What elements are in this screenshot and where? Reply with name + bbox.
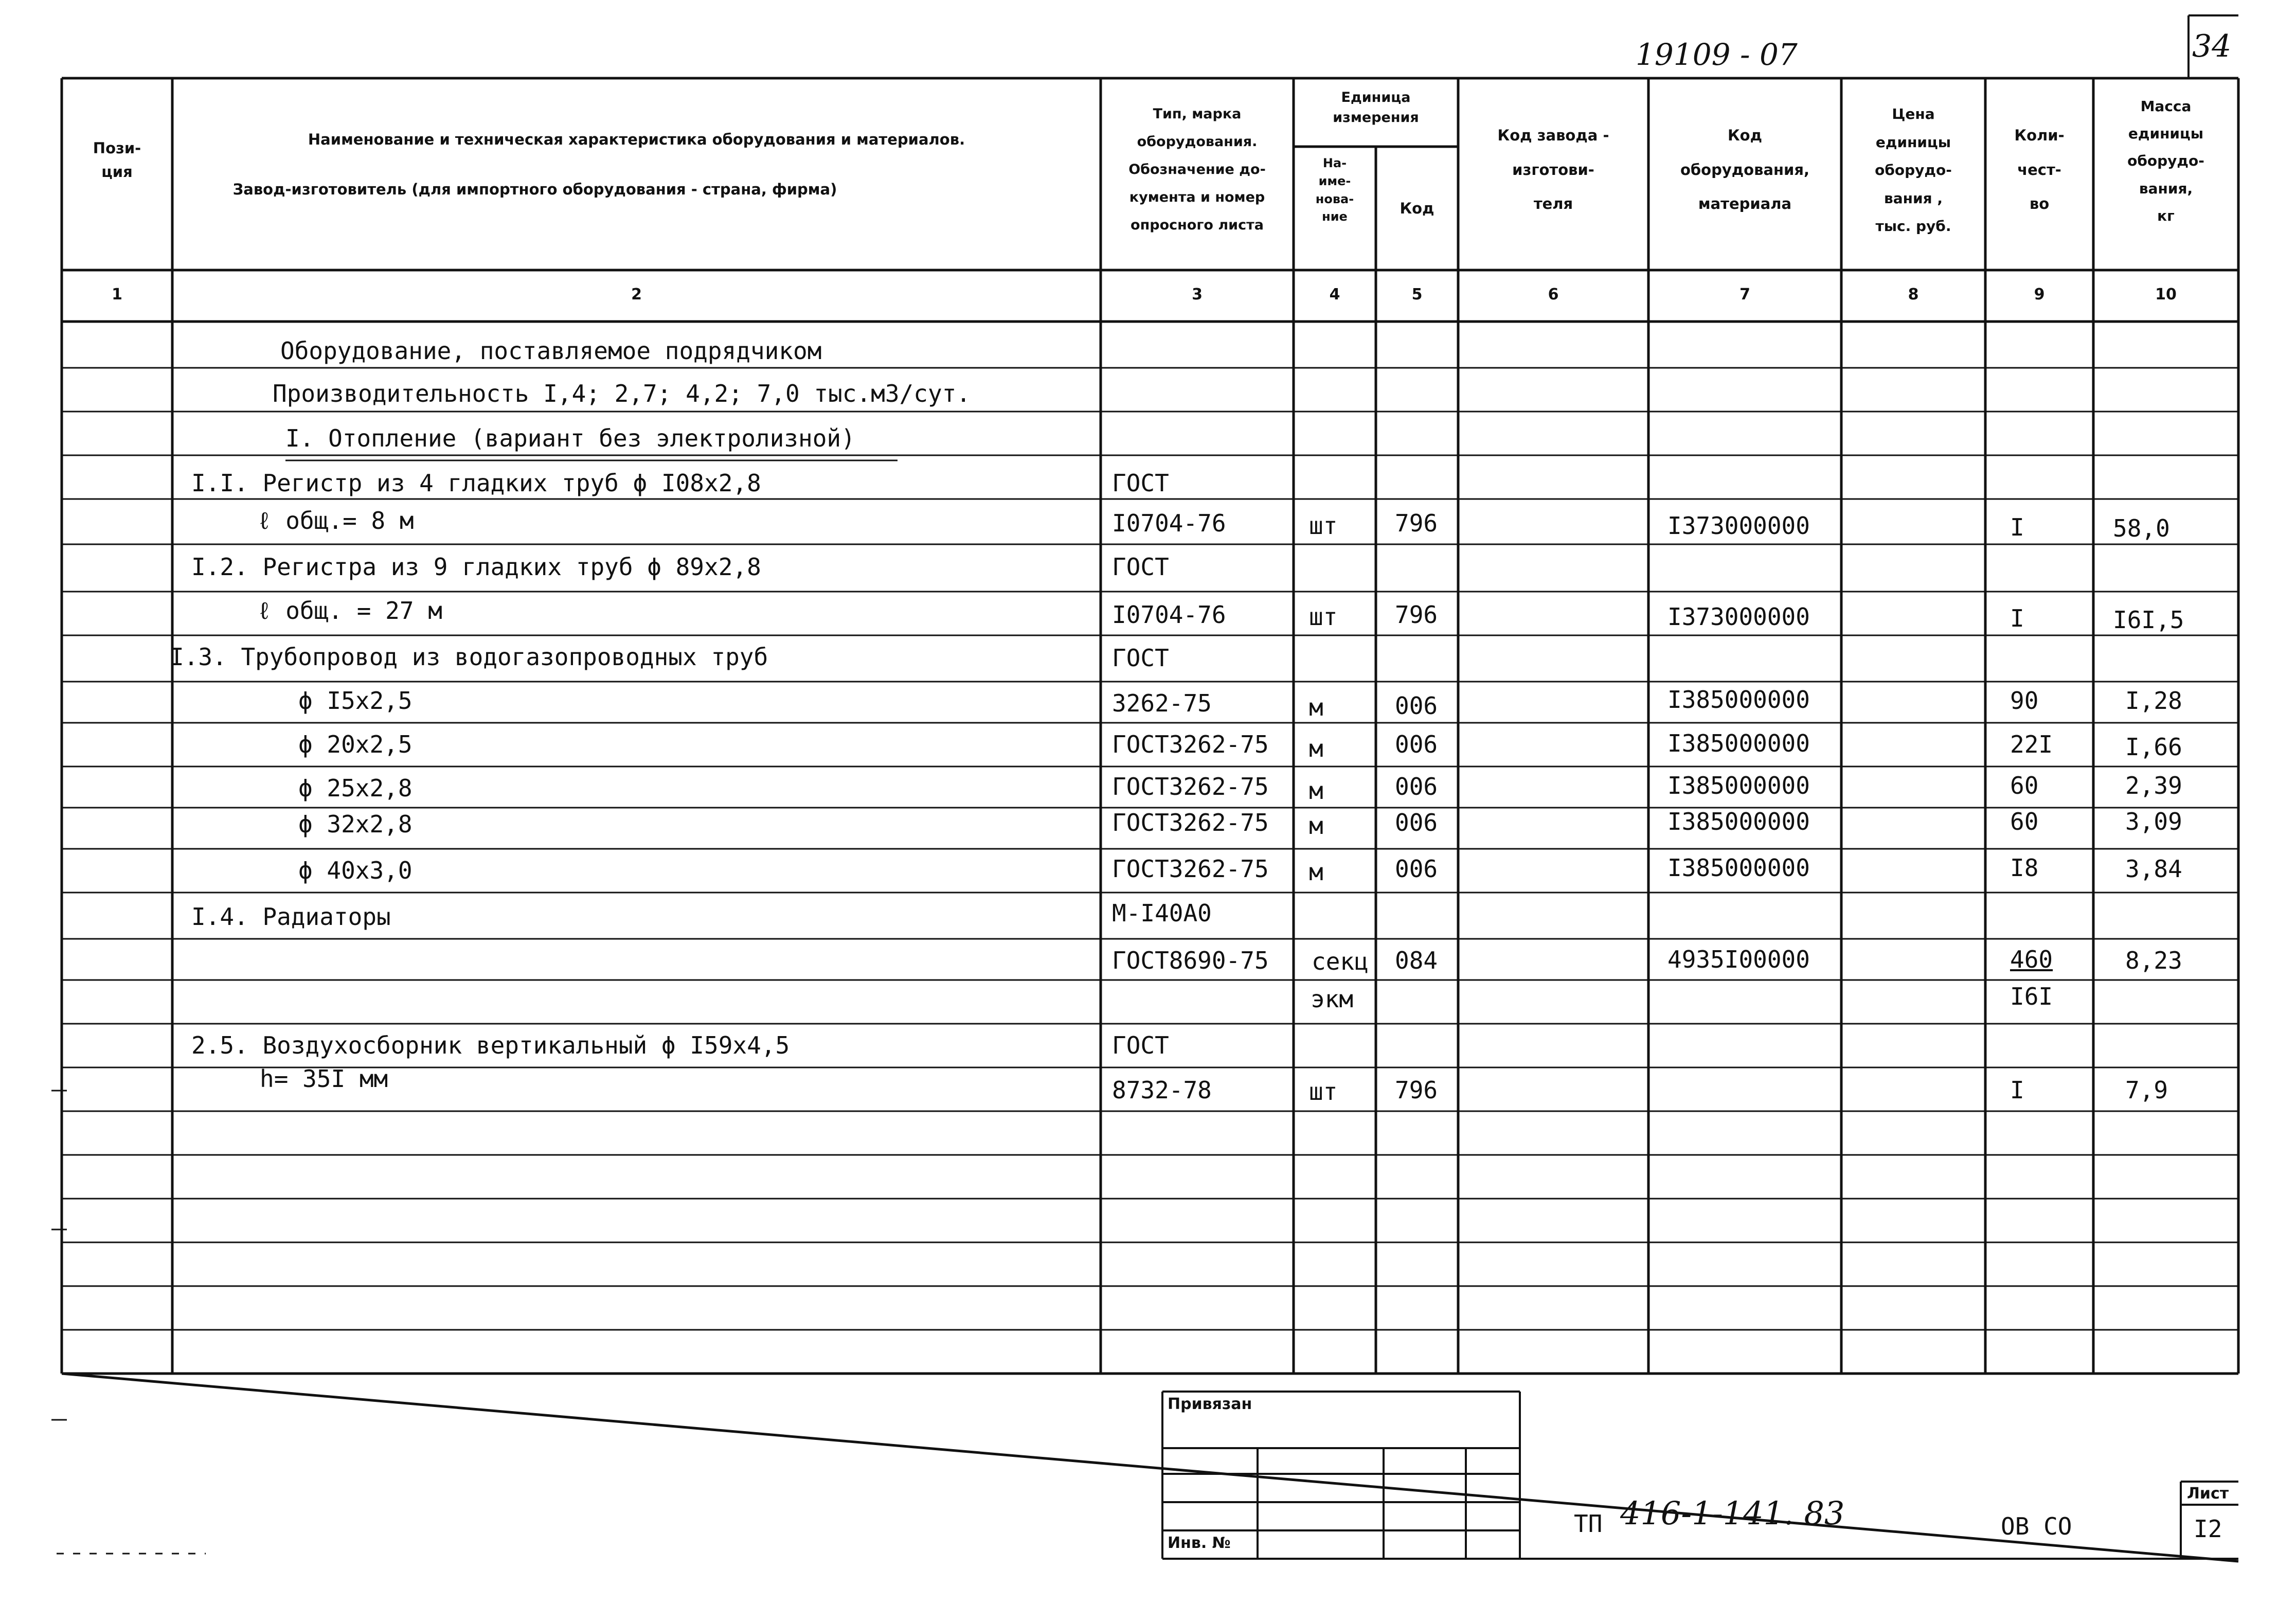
table-row-unit: секц	[1312, 948, 1369, 975]
column-number: 5	[1411, 286, 1423, 304]
table-row-equipment-code: I373000000	[1667, 512, 1810, 540]
table-row-quantity: 90	[2010, 687, 2039, 715]
table-row-unit-code: 796	[1395, 1076, 1438, 1104]
table-row-unit-code: 006	[1395, 809, 1438, 836]
table-row-unit: экм	[1311, 985, 1354, 1013]
table-row-quantity: I	[2010, 513, 2024, 541]
corner-page-number: 34	[2192, 28, 2232, 64]
table-row-quantity: 60	[2010, 772, 2039, 799]
table-row-unit-code: 796	[1395, 509, 1438, 537]
table-row-name: h= 35I мм	[260, 1065, 388, 1093]
table-row-doc: ГОСТ8690-75	[1112, 947, 1269, 974]
header-unit-mass: Масса единицы оборудо- вания, кг	[2127, 98, 2204, 224]
table-row-name: ϕ 20x2,5	[298, 730, 412, 758]
table-row-doc: ГОСТ	[1112, 1031, 1169, 1059]
sheet-number: I2	[2194, 1515, 2222, 1543]
bound-label: Привязан	[1168, 1395, 1252, 1413]
table-row-quantity: I8	[2010, 854, 2039, 882]
table-row-mass: 7,9	[2125, 1076, 2168, 1104]
table-row-name: ϕ 32x2,8	[298, 810, 412, 838]
header-note: 19109 - 07	[1636, 37, 1798, 72]
table-row-name: ϕ 25x2,8	[298, 774, 412, 802]
header-quantity: Коли- чест- во	[2014, 127, 2065, 213]
inventory-number-label: Инв. №	[1168, 1534, 1231, 1552]
sheet-label: Лист	[2187, 1485, 2229, 1503]
table-row-doc: ГОСТ	[1112, 469, 1169, 497]
table-row-name: I.I. Регистр из 4 гладких труб ϕ I08x2,8	[191, 469, 761, 497]
table-row-unit: м	[1309, 735, 1323, 762]
table-row-name: I.4. Радиаторы	[191, 903, 391, 931]
header-unit-name: На- име- нова- ние	[1315, 156, 1354, 224]
header-factory-code: Код завода - изготови- теля	[1497, 127, 1609, 213]
table-row-mass: 8,23	[2125, 947, 2182, 974]
column-number: 10	[2155, 286, 2177, 304]
table-row-unit-code: 796	[1395, 601, 1438, 629]
column-number: 2	[631, 286, 642, 304]
table-row-mass: 2,39	[2125, 772, 2182, 799]
header-unit-code: Код	[1400, 200, 1434, 217]
header-equipment-code: Код оборудования, материала	[1680, 127, 1810, 213]
heating-section-heading: I. Отопление (вариант без электролизной)	[285, 424, 855, 452]
table-row-mass: I6I,5	[2113, 606, 2184, 634]
document-number: 416-1-141. 83	[1620, 1494, 1845, 1532]
table-row-quantity: I	[2010, 1076, 2024, 1104]
table-row-doc: 8732-78	[1112, 1076, 1212, 1104]
table-row-equipment-code: I373000000	[1667, 603, 1810, 631]
table-row-doc: ГОСТ	[1112, 644, 1169, 672]
table-row-doc: ГОСТ3262-75	[1112, 730, 1269, 758]
table-row-equipment-code: I385000000	[1667, 686, 1810, 714]
table-row-mass: 3,84	[2125, 855, 2182, 883]
table-row-unit-code: 084	[1395, 947, 1438, 974]
table-row-doc: I0704-76	[1112, 509, 1226, 537]
header-unit-price: Цена единицы оборудо- вания , тыс. руб.	[1875, 105, 1952, 235]
table-row-unit-code: 006	[1395, 855, 1438, 883]
header-type-doc: Тип, марка оборудования. Обозначение до- кумента и номер опросного листа	[1128, 106, 1266, 233]
table-row-name: ℓ общ.= 8 м	[257, 507, 414, 534]
column-number: 4	[1329, 286, 1340, 304]
table-row-equipment-code: 4935I00000	[1667, 946, 1810, 973]
table-row-doc: ГОСТ3262-75	[1112, 773, 1269, 800]
header-position: Пози- ция	[93, 139, 141, 181]
capacity-line: Производительность I,4; 2,7; 4,2; 7,0 тыс.м3/сут.	[273, 380, 971, 407]
header-unit: Единица измерения	[1333, 90, 1419, 126]
table-row-name: ϕ I5x2,5	[298, 687, 412, 715]
header-name-description: Наименование и техническая характеристика оборудования и материалов.	[308, 131, 965, 148]
column-number: 3	[1192, 286, 1203, 304]
table-row-mass: 58,0	[2113, 514, 2170, 542]
table-row-unit: м	[1309, 777, 1323, 805]
table-row-unit: шт	[1309, 512, 1338, 540]
table-row-equipment-code: I385000000	[1667, 772, 1810, 799]
table-row-quantity: 22I	[2010, 730, 2053, 758]
table-row-quantity: 60	[2010, 808, 2039, 835]
header-manufacturer: Завод-изготовитель (для импортного оборудования - страна, фирма)	[232, 181, 837, 198]
table-row-name: 2.5. Воздухосборник вертикальный ϕ I59x4,5	[191, 1031, 790, 1059]
table-row-doc: 3262-75	[1112, 689, 1212, 717]
table-row-name: ϕ 40x3,0	[298, 857, 412, 884]
table-row-name: I.2. Регистра из 9 гладких труб ϕ 89x2,8	[191, 553, 761, 581]
column-number: 7	[1739, 286, 1750, 304]
table-row-unit-code: 006	[1395, 773, 1438, 800]
table-row-mass: I,66	[2125, 733, 2182, 761]
column-number: 1	[112, 286, 122, 304]
column-number: 6	[1548, 286, 1559, 304]
column-number: 8	[1908, 286, 1919, 304]
table-row-unit: шт	[1309, 1078, 1338, 1106]
table-row-unit-code: 006	[1395, 730, 1438, 758]
table-row-unit-code: 006	[1395, 692, 1438, 720]
table-row-equipment-code: I385000000	[1667, 854, 1810, 882]
table-row-mass: I,28	[2125, 687, 2182, 715]
document-mark: ОВ СО	[2001, 1512, 2072, 1540]
table-row-doc: ГОСТ	[1112, 553, 1169, 581]
section-title: Оборудование, поставляемое подрядчиком	[280, 337, 822, 365]
table-row-name: ℓ общ. = 27 м	[257, 597, 442, 625]
table-row-name: I.3. Трубопровод из водогазопроводных труб	[170, 643, 768, 671]
table-row-unit: м	[1309, 693, 1323, 721]
table-row-doc: I0704-76	[1112, 601, 1226, 629]
table-row-quantity: I	[2010, 604, 2024, 632]
table-row-quantity: I6I	[2010, 983, 2053, 1010]
table-row-quantity: 460	[2010, 946, 2053, 973]
table-row-equipment-code: I385000000	[1667, 729, 1810, 757]
table-row-unit: шт	[1309, 603, 1338, 631]
table-row-doc: ГОСТ3262-75	[1112, 809, 1269, 836]
tp-prefix: ТП	[1574, 1510, 1603, 1538]
column-number: 9	[2034, 286, 2045, 304]
table-row-equipment-code: I385000000	[1667, 808, 1810, 835]
table-row-mass: 3,09	[2125, 808, 2182, 835]
table-row-doc: М-I40А0	[1112, 899, 1212, 927]
table-row-unit: м	[1309, 812, 1323, 840]
table-row-doc: ГОСТ3262-75	[1112, 855, 1269, 883]
table-row-unit: м	[1309, 858, 1323, 886]
